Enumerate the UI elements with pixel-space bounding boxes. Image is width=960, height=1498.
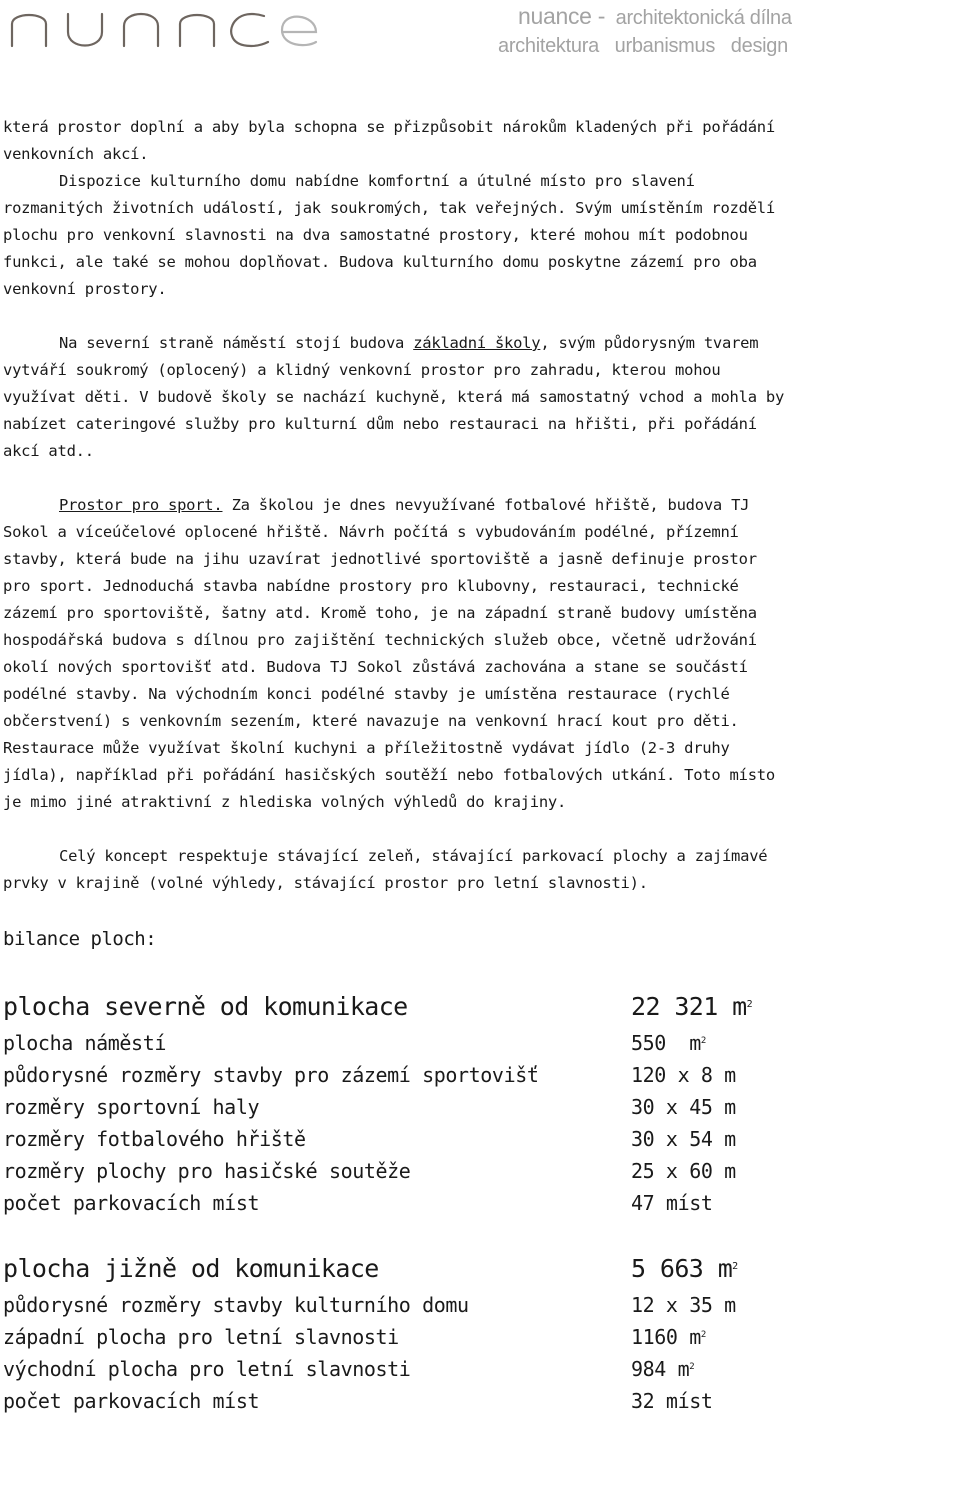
balance-heading: bilance ploch: (3, 928, 157, 950)
page-header (0, 0, 960, 70)
balance-north (3, 987, 903, 1219)
tagline-line-1 (498, 2, 798, 32)
sport-heading-text: Prostor pro sport. (59, 496, 223, 514)
paragraph-cultural-house (3, 114, 793, 303)
table-row: východní plocha pro letní slavnosti 984 $m^2$ (3, 1357, 695, 1381)
table-row: rozměry fotbalového hřiště 30 x 54 m (3, 1127, 736, 1151)
paragraph-text: , svým půdorysným tvarem vytváří soukromý (oplocený) a klidný venkovní prostor pro zahradu, kterou mohou využívat děti. V budově školy se nachází kuchyně, která má samostatný vchod a mohla by nabízet cateringové služby pro kulturní dům nebo restauraci na hřišti, při pořádání akcí atd.. (3, 334, 785, 460)
balance-south (3, 1249, 903, 1417)
paragraph-text: Za školou je dnes nevyužívané fotbalové hřiště, budova TJ Sokol a víceúčelové oplocené hřiště. Návrh počítá s vybudováním podélné, přízemní stavby, která bude na jihu uzavírat jednotlivé sportoviště a jasně definuje prostor pro sport. Jednoduchá stavba nabídne prostory pro klubovny, restauraci, technické zázemí pro sportoviště, šatny atd. Kromě toho, je na západní straně budovy umístěna hospodářská budova s dílnou pro zajištění technických služeb obce, včetně udržování okolí nových sportovišť atd. Budova TJ Sokol zůstává zachována a stane se součástí podélné stavby. Na východním konci podélné stavby je umístěna restaurace (rychlé občerstvení) s venkovním sezením, které navazuje na venkovní hrací kout pro děti. Restaurace může využívat školní kuchyni a příležitostně vydávat jídlo (2-3 druhy jídla), například při pořádání hasičských soutěží nebo fotbalových utkání. Toto místo je mimo jiné atraktivní z hlediska volných výhledů do krajiny. (3, 496, 775, 811)
paragraph-text: Celý koncept respektuje stávající zeleň, stávající parkovací plochy a zajímavé prvky v krajině (volné výhledy, stávající prostor pro letní slavnosti). (3, 847, 768, 892)
paragraph-concept (3, 843, 793, 897)
header-tagline (498, 2, 798, 60)
table-row: počet parkovacích míst 32 míst (3, 1389, 713, 1413)
table-row: rozměry plochy pro hasičské soutěže 25 x 60 m (3, 1159, 736, 1183)
school-link-text: základní školy (413, 334, 541, 352)
paragraph-text: která prostor doplní a aby byla schopna se přizpůsobit nárokům kladených při pořádání venkovních akcí. (3, 118, 775, 163)
paragraph-text: Na severní straně náměstí stojí budova (59, 334, 414, 352)
tagline-brand: nuance - (518, 3, 606, 29)
table-row: počet parkovacích míst 47 míst (3, 1191, 713, 1215)
balance-south-total: 5 663 $m^2$ (631, 1254, 738, 1283)
paragraph-sport (3, 492, 793, 816)
balance-north-title: plocha severně od komunikace (3, 992, 408, 1021)
balance-south-title: plocha jižně od komunikace (3, 1254, 379, 1283)
table-row: půdorysné rozměry stavby pro zázemí sportovišť 120 x 8 m (3, 1063, 736, 1087)
balance-south-title-row (3, 1249, 903, 1289)
table-row: západní plocha pro letní slavnosti 1160 $m^2$ (3, 1325, 706, 1349)
paragraph-text: Dispozice kulturního domu nabídne komfortní a útulné místo pro slavení rozmanitých životních událostí, jak soukromých, tak veřejných. Svým umístěním rozdělí plochu pro venkovní slavnosti na dva samostatné prostory, které mohou mít podobnou funkci, ale také se mohou doplňovat. Budova kulturního domu poskytne zázemí pro oba venkovní prostory. (3, 172, 775, 298)
document-body (3, 114, 793, 924)
tagline-studio: architektonická dílna (615, 7, 792, 29)
nuance-logo (6, 2, 318, 56)
table-row: plocha náměstí 550 $m^2$ (3, 1031, 706, 1055)
table-row: půdorysné rozměry stavby kulturního domu 12 x 35 m (3, 1293, 736, 1317)
table-row: rozměry sportovní haly 30 x 45 m (3, 1095, 736, 1119)
paragraph-school (3, 330, 793, 465)
balance-north-total: 22 321 $m^2$ (631, 992, 753, 1021)
balance-north-title-row (3, 987, 903, 1027)
logo-graphic (6, 2, 318, 52)
tagline-line-2: architektura urbanismus design (498, 35, 788, 57)
